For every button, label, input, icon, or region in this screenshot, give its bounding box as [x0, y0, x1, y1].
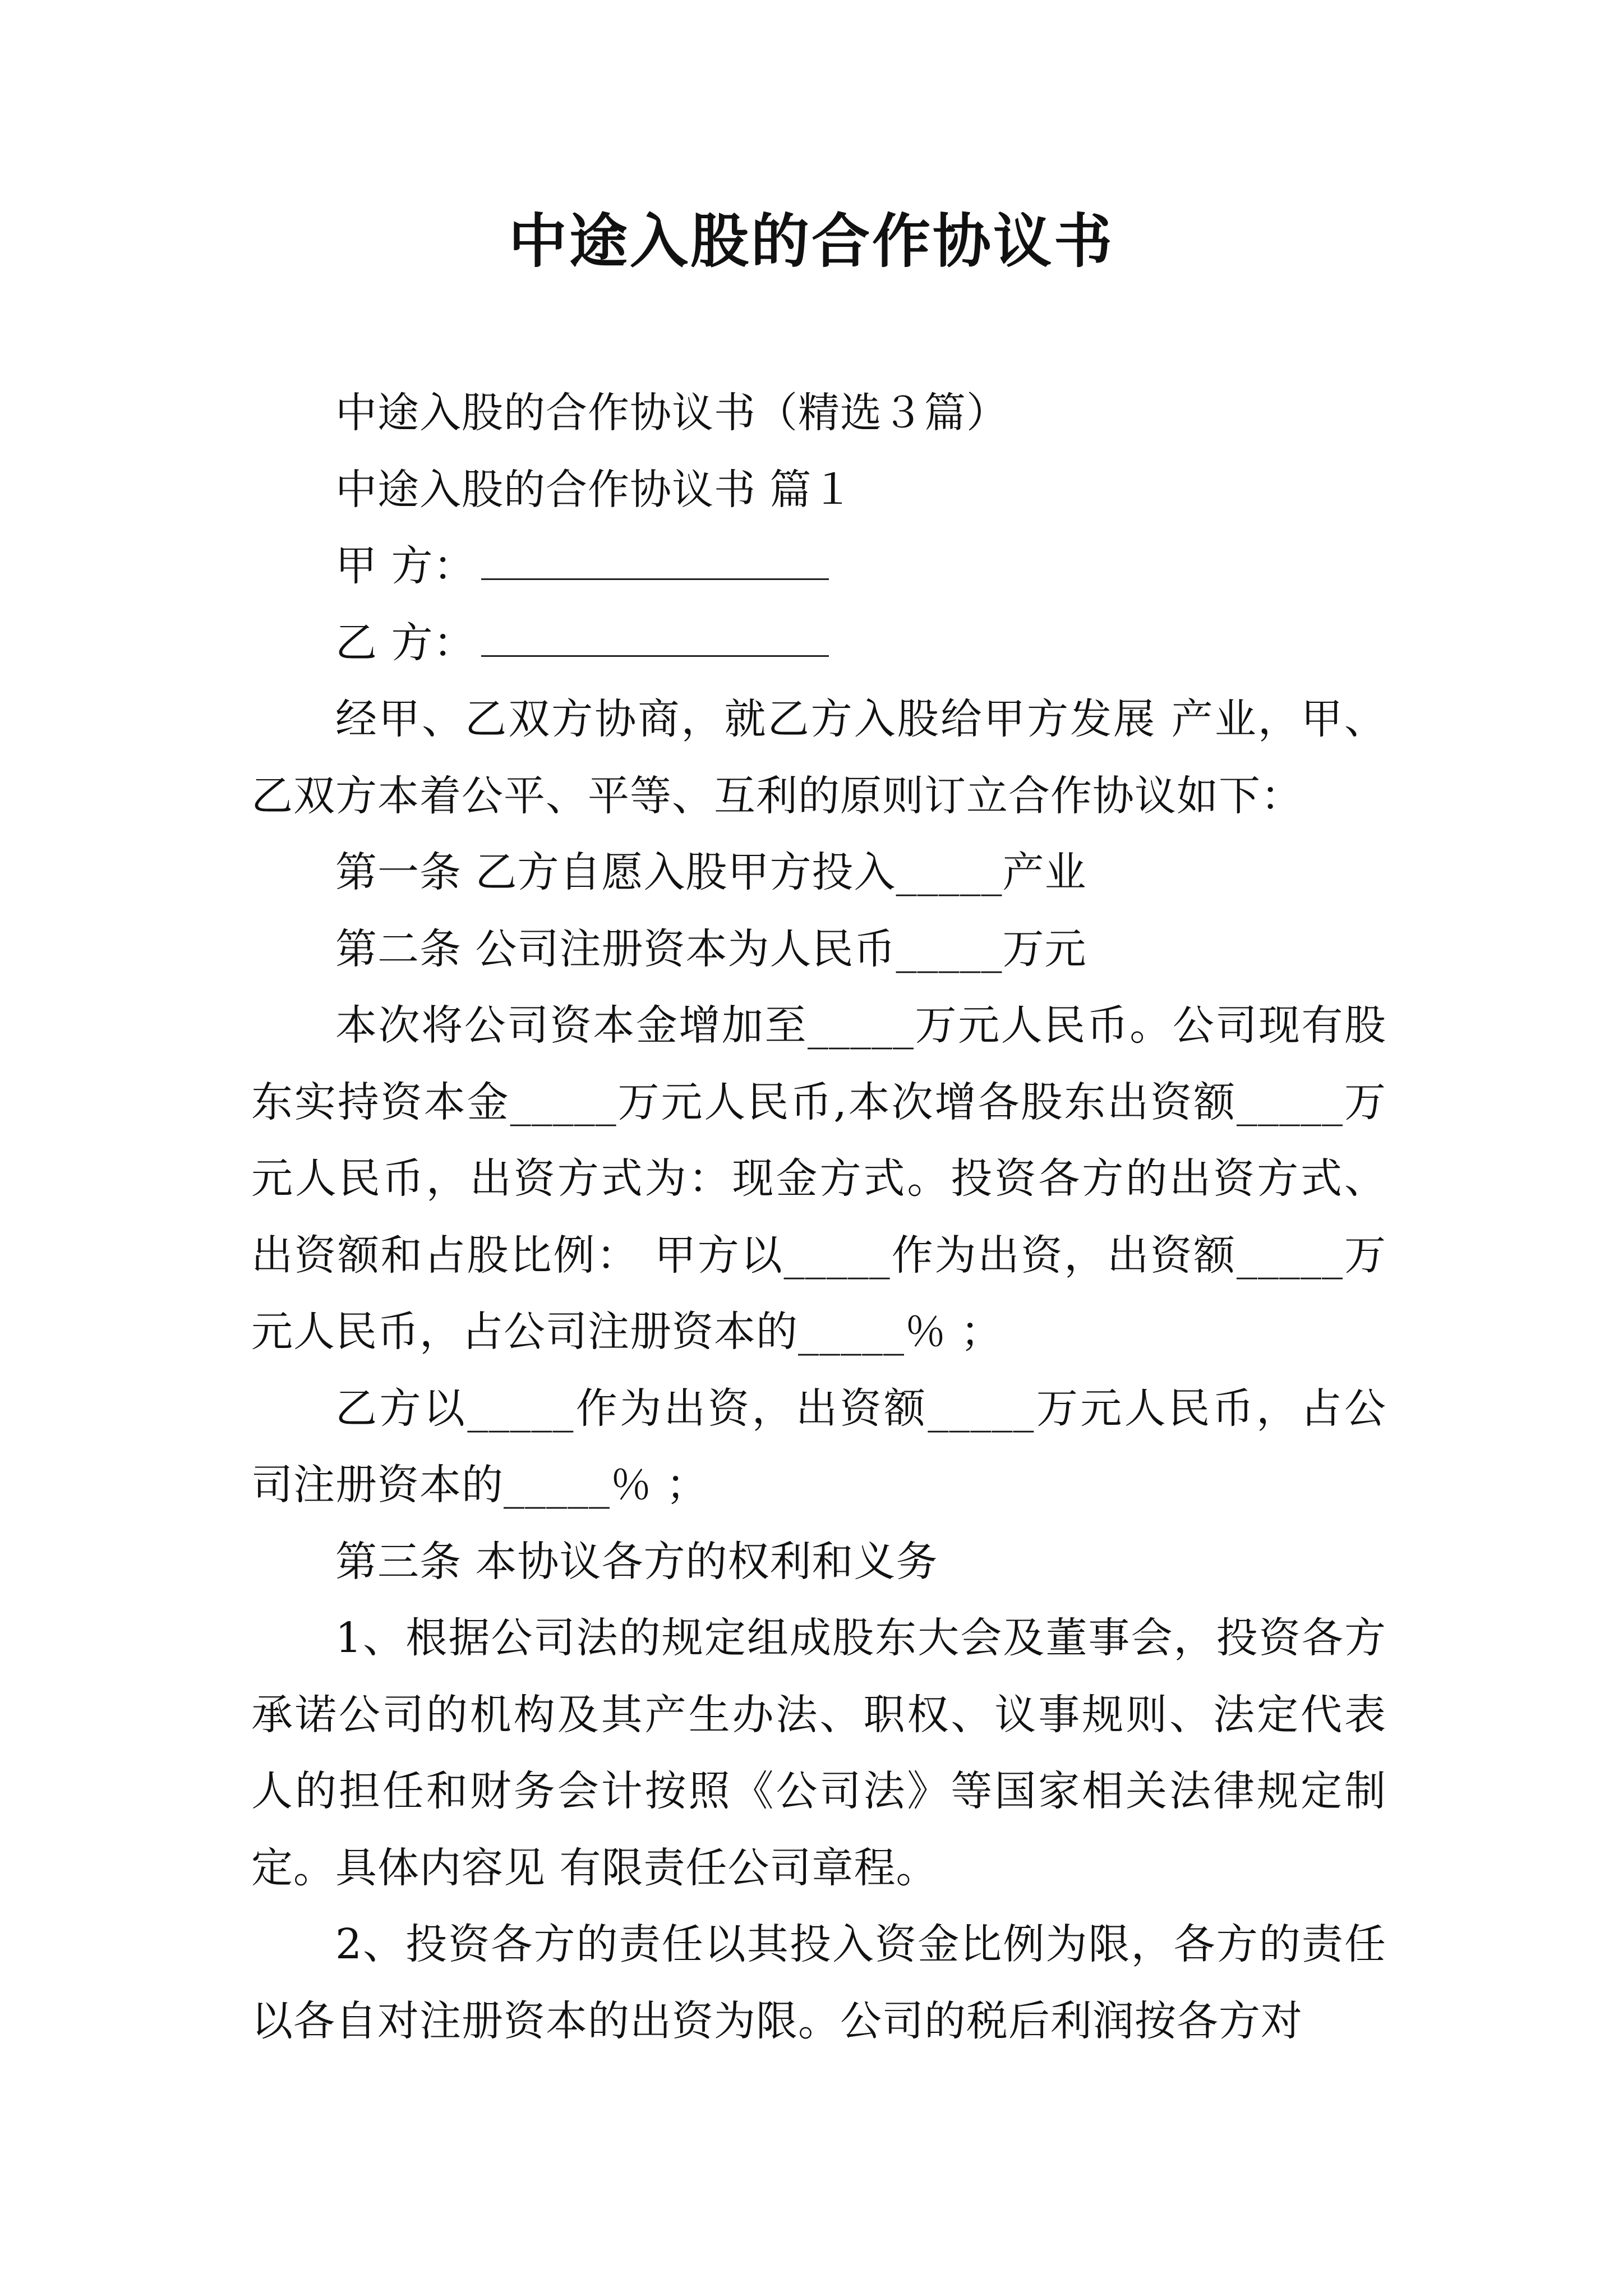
party-b-line: [251, 605, 1386, 682]
paragraph-article-1: 第一条 乙方自愿入股甲方投入_____产业: [335, 848, 1087, 896]
document-title: 中途入股的合作协议书: [508, 206, 1114, 275]
paragraph-section-heading: 中途入股的合作协议书 篇１: [335, 465, 854, 514]
paragraph-article-2: 第二条 公司注册资本为人民币_____万元: [335, 924, 1087, 973]
party-a-blank: [481, 542, 829, 580]
paragraph-capital: 本次将公司资本金增加至_____万元人民币。公司现有股东实持资本金_____万元人民币,本次增各股东出资额_____万元人民币，出资方式为：现金方式。投资各方的出资方式、出资额和占股比例： 甲方以_____作为出资，出资额_____万元人民币，占公司注册资本的_____％ ；: [251, 1001, 1386, 1356]
paragraph-collection-title: 中途入股的合作协议书（精选３篇）: [335, 389, 1008, 437]
paragraph-clause-2: 2、投资各方的责任以其投入资金比例为限，各方的责任以各自对注册资本的出资为限。公司的税后利润按各方对: [251, 1920, 1386, 2045]
party-a-label: 甲 方：: [335, 542, 476, 590]
paragraph-article-3: 第三条 本协议各方的权利和义务: [335, 1537, 938, 1586]
party-b-label: 乙 方：: [335, 618, 476, 667]
paragraph-intro: 经甲、乙双方协商，就乙方入股给甲方发展 产业，甲、乙双方本着公平、平等、互利的原则订立合作协议如下：: [251, 695, 1386, 820]
document-body: [251, 375, 1386, 2059]
paragraph-clause-1: 1、根据公司法的规定组成股东大会及董事会，投资各方承诺公司的机构及其产生办法、职权、议事规则、法定代表人的担任和财务会计按照《公司法》等国家相关法律规定制定。具体内容见 有限责任公司章程。: [251, 1614, 1386, 1892]
paragraph-party-b-contribution: 乙方以_____作为出资，出资额_____万元人民币，占公司注册资本的_____％ ；: [251, 1384, 1386, 1509]
party-b-blank: [481, 619, 829, 657]
party-a-line: [251, 528, 1386, 605]
